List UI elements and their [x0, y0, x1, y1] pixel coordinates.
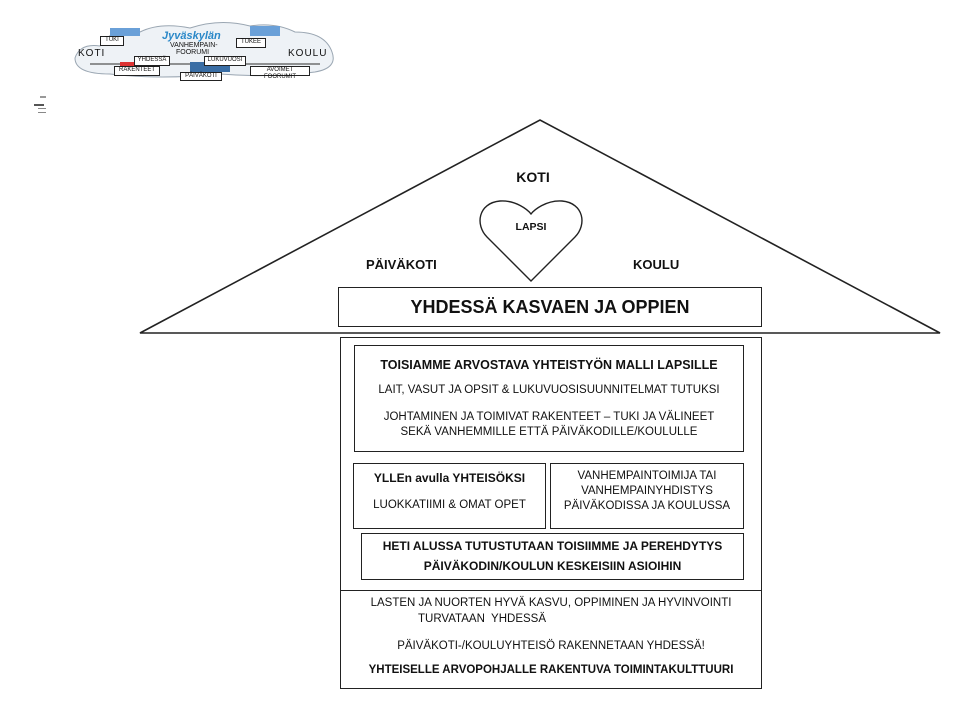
logo-sub2: FOORUMI	[176, 49, 210, 56]
foundation-divider	[340, 590, 762, 591]
left-box	[353, 463, 546, 529]
logo-tag-lukuvuosi: LUKUVUOSI	[204, 56, 246, 66]
logo-tag-yhdessa: YHDESSÄ	[134, 56, 170, 66]
logo-tag-rakenteet: RAKENTEET	[114, 66, 160, 76]
right-box	[550, 463, 744, 529]
left-box-line: LUOKKATIIMI & OMAT OPET	[373, 499, 526, 511]
foundation-line2: TURVATAAN YHDESSÄ	[418, 613, 547, 625]
upper-line2b: SEKÄ VANHEMMILLE ETTÄ PÄIVÄKODILLE/KOULULLE	[400, 426, 698, 438]
foundation-line3: PÄIVÄKOTI-/KOULUYHTEISÖ RAKENNETAAN YHDESSÄ!	[397, 640, 705, 652]
right-box-line3: PÄIVÄKODISSA JA KOULUSSA	[563, 500, 731, 512]
logo-tag-tukee: TUKEE	[236, 38, 266, 48]
right-box-line2: VANHEMPAINYHDISTYS	[581, 485, 713, 497]
upper-box	[354, 345, 744, 452]
upper-line2a: JOHTAMINEN JA TOIMIVAT RAKENTEET – TUKI JA VÄLINEET	[383, 411, 715, 423]
roof-label-paivakoti: PÄIVÄKOTI	[366, 257, 437, 272]
roof-banner	[338, 287, 762, 327]
heart-label-lapsi: LAPSI	[515, 221, 547, 233]
right-box-line1: VANHEMPAINTOIMIJA TAI	[577, 470, 717, 482]
roof-label-koti: KOTI	[516, 169, 550, 185]
logo-title: Jyväskylän	[162, 30, 221, 42]
logo-tag-paivakoti: PÄIVÄKOTI	[180, 72, 222, 81]
logo-koti: KOTI	[78, 48, 106, 59]
logo-tag-avoimet: AVOIMET FOORUMIT	[250, 66, 310, 76]
heti-line1: HETI ALUSSA TUTUSTUTAAN TOISIIMME JA PEREHDYTYS	[382, 539, 723, 553]
foundation-line4: YHTEISELLE ARVOPOHJALLE RAKENTUVA TOIMINTAKULTTUURI	[368, 664, 734, 676]
upper-line1: LAIT, VASUT JA OPSIT & LUKUVUOSISUUNNITELMAT TUTUKSI	[378, 384, 720, 396]
roof-label-koulu: KOULU	[633, 257, 680, 272]
logo-sub1: VANHEMPAIN-	[170, 42, 218, 49]
heti-line2: PÄIVÄKODIN/KOULUN KESKEISIIN ASIOIHIN	[423, 559, 682, 573]
left-box-title: YLLEn avulla YHTEISÖKSI	[373, 471, 526, 485]
foundation-line1: LASTEN JA NUORTEN HYVÄ KASVU, OPPIMINEN JA HYVINVOINTI	[370, 597, 732, 609]
heti-box	[361, 533, 744, 580]
logo-koulu: KOULU	[288, 48, 328, 59]
logo-tag-tuki: TUKI	[100, 36, 124, 46]
upper-title: TOISIAMME ARVOSTAVA YHTEISTYÖN MALLI LAPSILLE	[380, 358, 718, 372]
roof-banner-text: YHDESSÄ KASVAEN JA OPPIEN	[410, 296, 690, 317]
